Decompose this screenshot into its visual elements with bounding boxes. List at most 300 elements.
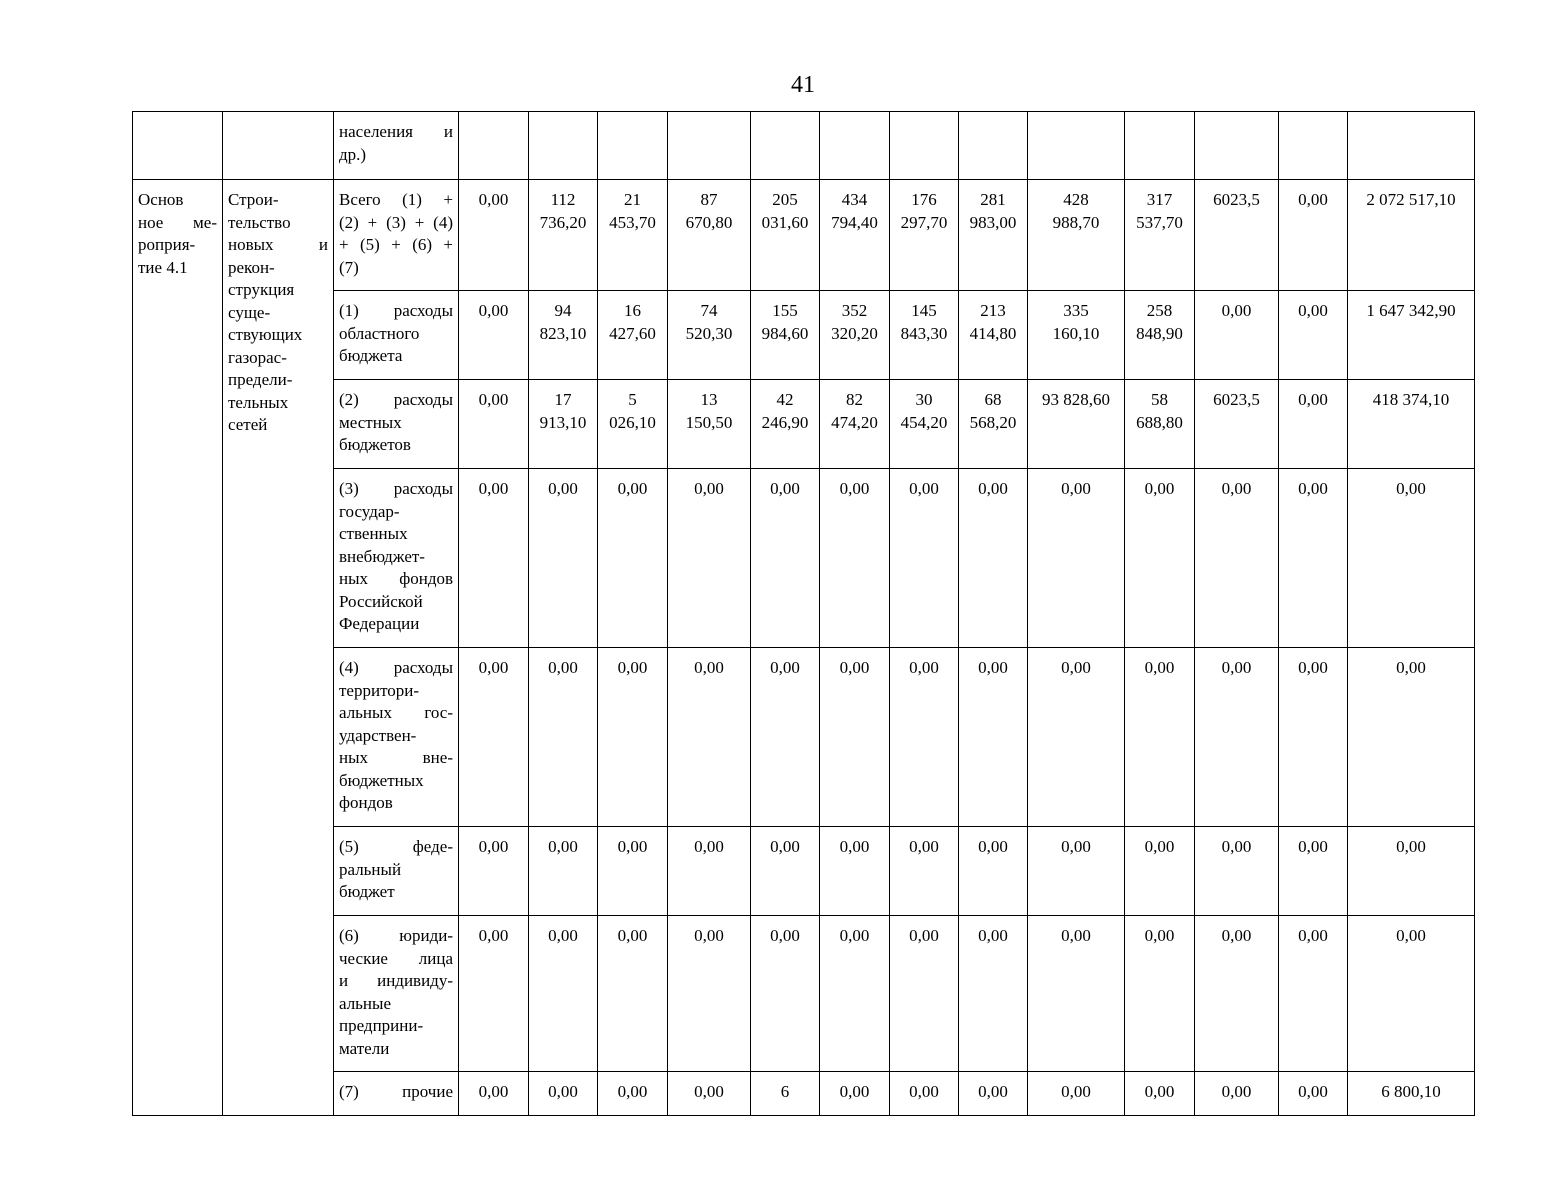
row-label	[334, 380, 459, 469]
value-line: 352	[841, 301, 868, 320]
row-label-line	[339, 657, 453, 680]
row-label-line	[339, 189, 453, 212]
measure-name-line	[228, 234, 328, 257]
value-line: 823,10	[539, 323, 587, 343]
value-cell	[1195, 291, 1279, 380]
value-cell	[751, 648, 820, 827]
value-cell	[1195, 180, 1279, 291]
value-line: 0,00	[839, 479, 870, 498]
table-row	[133, 1072, 1475, 1116]
value-cell	[668, 827, 751, 916]
row-label-word: (7)	[339, 1082, 359, 1101]
value-line: 414,80	[969, 323, 1017, 343]
value-line: 13	[700, 390, 718, 409]
row-label-line	[339, 212, 453, 235]
value-line: 454,20	[900, 412, 948, 432]
value-cell	[529, 180, 598, 291]
row-label-word: фондов	[399, 569, 453, 588]
measure-name-line: суще-	[228, 302, 271, 322]
value-line: 213	[980, 301, 1006, 320]
value-line: 0,00	[1221, 837, 1252, 856]
value-line: 0,00	[694, 1082, 724, 1101]
value-line: 0,00	[770, 926, 800, 945]
value-line: 0,00	[1061, 837, 1091, 856]
value-line: 205	[772, 190, 798, 209]
budget-table	[132, 111, 1475, 1116]
value-cell	[529, 827, 598, 916]
value-line: 0,00	[909, 658, 939, 677]
value-line: 0,00	[978, 658, 1008, 677]
value-line: 0,00	[617, 926, 648, 945]
value-line: 0,00	[770, 479, 800, 498]
label-line	[339, 121, 453, 144]
value-line: 0,00	[1221, 301, 1252, 320]
row-label-word: (4)	[339, 658, 359, 677]
value-cell	[820, 380, 890, 469]
measure-name-line: тельство	[228, 212, 291, 232]
value-cell	[1195, 1072, 1279, 1116]
row-label	[334, 916, 459, 1072]
value-line: 0,00	[909, 837, 939, 856]
measure-code-cell	[133, 180, 223, 1116]
row-label-word: +	[443, 235, 453, 254]
table-row	[133, 380, 1475, 469]
row-label-word: (5)	[339, 837, 359, 856]
row-label-line: ральный	[339, 859, 402, 879]
value-cell	[820, 1072, 890, 1116]
row-label-top	[334, 112, 459, 180]
value-line: 317	[1146, 190, 1173, 209]
row-label-line	[339, 925, 453, 948]
row-label-line	[339, 747, 453, 770]
row-label-word: +	[367, 212, 378, 232]
value-cell	[959, 180, 1028, 291]
row-label-line: альные	[339, 993, 391, 1013]
value-line: 794,40	[831, 212, 878, 232]
table-row-top	[133, 112, 1475, 180]
row-label-word: (1)	[339, 301, 359, 320]
value-cell	[459, 916, 529, 1072]
value-cell	[959, 916, 1028, 1072]
text-word: и	[318, 235, 328, 254]
row-label-word: расходы	[393, 301, 453, 320]
row-label-line	[339, 568, 453, 591]
value-cell	[1348, 916, 1475, 1072]
value-line: 2 072 517,10	[1366, 190, 1456, 209]
value-cell	[751, 180, 820, 291]
value-line: 0,00	[1298, 390, 1328, 409]
row-label-word: +	[443, 190, 453, 209]
value-line: 6	[780, 1082, 790, 1101]
value-cell	[1348, 380, 1475, 469]
row-label-line: областного	[339, 323, 420, 343]
value-line: 6023,5	[1213, 190, 1260, 209]
row-label-line	[339, 948, 453, 971]
value-line: 0,00	[1298, 301, 1328, 320]
value-cell	[1279, 180, 1348, 291]
value-line: 258	[1146, 301, 1173, 320]
row-label-word: гос-	[424, 703, 453, 722]
row-label-word: (6)	[339, 926, 359, 945]
value-cell	[459, 291, 529, 380]
value-line: 246,90	[761, 412, 809, 432]
page-number: 41	[791, 72, 815, 98]
value-cell	[1279, 291, 1348, 380]
value-cell	[890, 827, 959, 916]
value-line: 0,00	[909, 1082, 939, 1101]
row-label-line: ударствен-	[339, 725, 417, 745]
value-line: 0,00	[548, 1082, 578, 1101]
row-label-word: лица	[418, 948, 453, 968]
value-line: 42	[776, 390, 794, 409]
value-line: 0,00	[978, 837, 1008, 856]
value-cell	[1195, 648, 1279, 827]
row-label-line	[339, 1081, 453, 1104]
value-line: 0,00	[839, 837, 870, 856]
empty-cell	[529, 112, 598, 180]
value-cell	[1279, 1072, 1348, 1116]
empty-cell	[1348, 112, 1475, 180]
table-body	[133, 112, 1475, 1116]
row-label-line	[339, 836, 453, 859]
measure-name-line: ствующих	[228, 325, 303, 344]
value-cell	[820, 648, 890, 827]
value-cell	[820, 291, 890, 380]
value-line: 0,00	[1061, 479, 1091, 498]
row-label-word: +	[391, 235, 401, 254]
value-cell	[1125, 1072, 1195, 1116]
value-line: 0,00	[478, 926, 509, 945]
value-cell	[959, 827, 1028, 916]
value-line: 0,00	[478, 837, 509, 856]
row-label-line: Российской	[339, 591, 423, 611]
row-label-word: +	[414, 212, 425, 232]
row-label-word: и	[443, 122, 453, 141]
row-label-word: (6)	[412, 235, 433, 254]
value-line: 5	[628, 390, 637, 409]
row-label-line	[339, 702, 453, 725]
value-line: 0,00	[1298, 837, 1328, 856]
row-label-word: альных	[339, 703, 392, 722]
value-line: 0,00	[478, 1082, 509, 1101]
value-line: 17	[554, 390, 572, 409]
value-cell	[668, 1072, 751, 1116]
value-cell	[598, 469, 668, 648]
value-line: 0,00	[1221, 1082, 1252, 1101]
value-line: 0,00	[694, 926, 724, 945]
row-label-word: (3)	[339, 479, 359, 498]
value-cell	[820, 180, 890, 291]
value-line: 68	[984, 390, 1002, 409]
value-cell	[959, 291, 1028, 380]
value-line: 176	[911, 190, 937, 209]
row-label	[334, 648, 459, 827]
value-cell	[1279, 648, 1348, 827]
row-label-line	[339, 970, 453, 993]
value-line: 0,00	[617, 1082, 648, 1101]
value-line: 0,00	[839, 926, 870, 945]
value-cell	[1279, 916, 1348, 1072]
value-cell	[751, 1072, 820, 1116]
value-cell	[890, 469, 959, 648]
value-cell	[529, 380, 598, 469]
text-word: ме-	[193, 212, 217, 232]
value-line: 0,00	[1144, 1082, 1175, 1101]
text-word: ное	[138, 212, 164, 232]
value-cell	[890, 648, 959, 827]
value-cell	[1125, 180, 1195, 291]
value-cell	[459, 380, 529, 469]
value-line: 453,70	[609, 212, 656, 232]
value-line: 568,20	[969, 412, 1017, 432]
value-cell	[1279, 827, 1348, 916]
value-cell	[529, 648, 598, 827]
value-cell	[1195, 827, 1279, 916]
value-cell	[529, 469, 598, 648]
value-cell	[598, 1072, 668, 1116]
value-line: 843,30	[900, 323, 948, 343]
value-line: 0,00	[1396, 837, 1426, 856]
value-line: 0,00	[694, 479, 724, 498]
value-line: 6 800,10	[1381, 1082, 1441, 1101]
row-label-word: вне-	[422, 748, 453, 767]
value-cell	[1125, 648, 1195, 827]
value-cell	[1125, 469, 1195, 648]
measure-name-line: сетей	[228, 415, 268, 434]
value-line: 112	[550, 190, 576, 209]
value-cell	[1348, 469, 1475, 648]
value-cell	[1028, 380, 1125, 469]
row-label-line: ственных	[339, 524, 408, 543]
value-line: 434	[841, 190, 868, 209]
value-line: 320,20	[831, 323, 878, 343]
empty-cell	[459, 112, 529, 180]
value-cell	[459, 827, 529, 916]
value-line: 74	[700, 301, 718, 320]
value-line: 988,70	[1052, 212, 1100, 232]
measure-name-line: рекон-	[228, 257, 275, 277]
row-label-line	[339, 234, 453, 257]
row-label-word: населения	[339, 122, 413, 141]
table-row	[133, 291, 1475, 380]
table-row	[133, 180, 1475, 291]
value-line: 150,50	[685, 412, 733, 432]
value-cell	[751, 469, 820, 648]
row-label-word: (2)	[339, 212, 359, 232]
value-line: 474,20	[831, 412, 878, 432]
row-label	[334, 291, 459, 380]
value-cell	[1348, 180, 1475, 291]
value-line: 0,00	[478, 390, 509, 409]
value-cell	[1028, 648, 1125, 827]
value-cell	[890, 291, 959, 380]
value-line: 736,20	[539, 212, 587, 232]
row-label-line: бюджета	[339, 346, 403, 365]
row-label-word: (2)	[339, 390, 359, 409]
empty-cell	[598, 112, 668, 180]
value-cell	[1028, 1072, 1125, 1116]
value-line: 160,10	[1052, 323, 1100, 343]
value-cell	[598, 291, 668, 380]
row-label	[334, 1072, 459, 1116]
value-cell	[890, 180, 959, 291]
value-cell	[1028, 827, 1125, 916]
value-cell	[1279, 469, 1348, 648]
value-line: 0,00	[617, 479, 648, 498]
value-line: 0,00	[1144, 926, 1175, 945]
value-line: 0,00	[478, 301, 509, 320]
value-line: 913,10	[539, 412, 587, 432]
value-cell	[598, 648, 668, 827]
value-line: 155	[772, 301, 798, 320]
row-label-line: Федерации	[339, 614, 420, 633]
value-cell	[459, 648, 529, 827]
empty-cell	[751, 112, 820, 180]
label-line: др.)	[339, 144, 367, 164]
value-line: 0,00	[1221, 926, 1252, 945]
empty-cell	[820, 112, 890, 180]
value-line: 0,00	[617, 658, 648, 677]
value-cell	[751, 291, 820, 380]
value-cell	[1348, 291, 1475, 380]
value-cell	[598, 180, 668, 291]
value-line: 58	[1151, 390, 1168, 409]
row-label-line: фондов	[339, 793, 393, 812]
row-label-word: ных	[339, 748, 369, 767]
value-cell	[890, 1072, 959, 1116]
value-line: 82	[846, 390, 863, 409]
value-cell	[959, 469, 1028, 648]
row-label-line: территори-	[339, 680, 420, 700]
value-line: 0,00	[694, 658, 724, 677]
value-cell	[890, 380, 959, 469]
row-label-line: внебюджет-	[339, 546, 425, 566]
row-label-word: Всего	[339, 190, 381, 209]
value-cell	[598, 380, 668, 469]
value-line: 0,00	[978, 1082, 1008, 1101]
value-line: 0,00	[909, 479, 939, 498]
table-row	[133, 916, 1475, 1072]
value-cell	[1125, 291, 1195, 380]
value-line: 520,30	[685, 323, 733, 343]
value-cell	[1279, 380, 1348, 469]
value-line: 0,00	[770, 837, 800, 856]
value-cell	[459, 1072, 529, 1116]
value-cell	[751, 916, 820, 1072]
row-label-word: +	[339, 235, 349, 254]
value-line: 848,90	[1136, 323, 1183, 343]
value-cell	[529, 291, 598, 380]
value-line: 0,00	[1298, 926, 1328, 945]
empty-cell	[668, 112, 751, 180]
value-cell	[1348, 648, 1475, 827]
value-line: 0,00	[1298, 190, 1328, 209]
value-line: 0,00	[548, 926, 578, 945]
value-line: 281	[980, 190, 1006, 209]
value-line: 0,00	[1061, 926, 1091, 945]
value-cell	[1125, 827, 1195, 916]
row-label-line: бюджетных	[339, 770, 424, 790]
value-line: 418 374,10	[1372, 390, 1450, 409]
text-word: новых	[228, 235, 274, 254]
value-line: 0,00	[839, 658, 870, 677]
value-line: 984,60	[761, 323, 809, 343]
row-label-word: индивиду-	[377, 971, 453, 990]
value-line: 0,00	[1396, 926, 1426, 945]
value-line: 1 647 342,90	[1366, 301, 1456, 320]
table-row	[133, 648, 1475, 827]
value-cell	[959, 1072, 1028, 1116]
value-cell	[1125, 916, 1195, 1072]
empty-cell	[1028, 112, 1125, 180]
row-label-line: бюджет	[339, 882, 395, 901]
measure-name-line: струкция	[228, 280, 295, 299]
value-cell	[1028, 469, 1125, 648]
value-line: 0,00	[770, 658, 800, 677]
row-label-word: (1)	[402, 190, 422, 209]
row-label-word: (4)	[433, 212, 453, 232]
value-cell	[598, 916, 668, 1072]
row-label	[334, 827, 459, 916]
value-line: 0,00	[909, 926, 939, 945]
value-cell	[668, 469, 751, 648]
row-label-word: ных	[339, 569, 369, 588]
value-line: 0,00	[617, 837, 648, 856]
value-cell	[529, 1072, 598, 1116]
row-label-word: юриди-	[399, 926, 453, 945]
value-line: 30	[915, 390, 933, 409]
measure-code-line: тие 4.1	[138, 257, 188, 277]
value-line: 0,00	[694, 837, 724, 856]
empty-cell	[223, 112, 334, 180]
value-cell	[1348, 827, 1475, 916]
value-line: 335	[1063, 301, 1089, 320]
value-cell	[668, 291, 751, 380]
row-label-line	[339, 300, 453, 323]
value-line: 0,00	[1144, 479, 1175, 498]
value-cell	[529, 916, 598, 1072]
value-line: 21	[624, 190, 641, 209]
measure-name-line: Строи-	[228, 190, 279, 209]
empty-cell	[1195, 112, 1279, 180]
value-cell	[1195, 916, 1279, 1072]
value-line: 688,80	[1136, 412, 1183, 432]
row-label-word: и	[339, 971, 349, 990]
value-line: 0,00	[1396, 658, 1426, 677]
row-label-word: прочие	[402, 1082, 453, 1101]
value-line: 0,00	[1144, 837, 1175, 856]
value-line: 0,00	[1061, 1082, 1091, 1101]
value-cell	[890, 916, 959, 1072]
measure-name-line: предели-	[228, 370, 293, 389]
value-cell	[1028, 916, 1125, 1072]
row-label-word: расходы	[393, 479, 453, 498]
row-label-word: расходы	[393, 658, 453, 677]
value-cell	[598, 827, 668, 916]
value-line: 670,80	[685, 212, 733, 232]
value-line: 0,00	[548, 837, 578, 856]
value-line: 93 828,60	[1042, 390, 1110, 409]
value-line: 0,00	[978, 926, 1008, 945]
value-line: 0,00	[1221, 658, 1252, 677]
row-label-line: местных	[339, 412, 402, 432]
measure-code-line: Основ	[138, 190, 184, 209]
row-label-word: (5)	[359, 235, 380, 254]
value-cell	[668, 916, 751, 1072]
table-row	[133, 469, 1475, 648]
value-cell	[1195, 469, 1279, 648]
value-cell	[1028, 180, 1125, 291]
